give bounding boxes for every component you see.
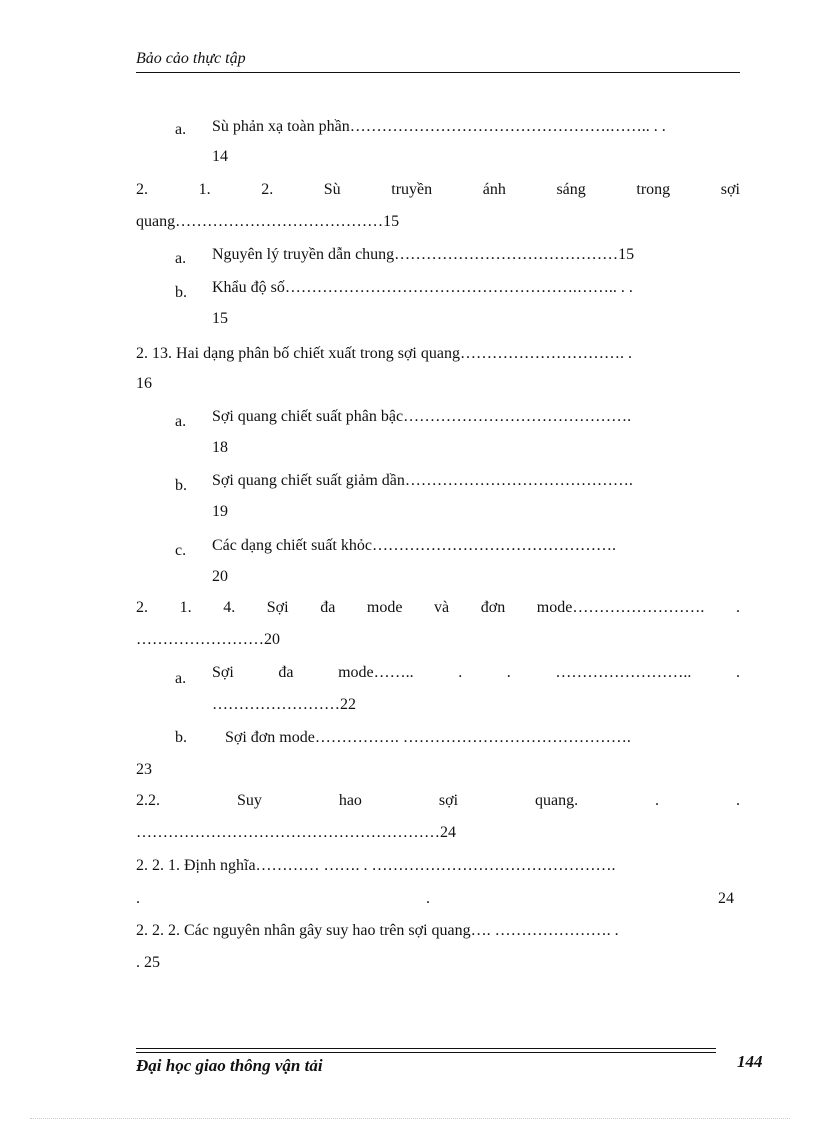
toc-entry-continuation: . — [136, 890, 140, 907]
toc-marker: a. — [175, 250, 187, 267]
toc-marker: a. — [175, 121, 187, 138]
toc-word: …………………….. — [555, 664, 692, 681]
toc-entry-justified — [136, 598, 740, 618]
toc-marker: b. — [175, 477, 187, 494]
toc-entry-continuation: . — [426, 890, 430, 907]
toc-word: Suy — [236, 792, 262, 809]
page-number: 144 — [737, 1052, 763, 1071]
toc-entry-justified — [136, 791, 740, 811]
toc-word: mode……………………. — [536, 599, 705, 616]
toc-entry-page: 20 — [212, 568, 228, 585]
footer-rule — [136, 1052, 716, 1053]
toc-word: đa — [278, 664, 294, 681]
toc-marker: b. — [175, 729, 187, 746]
header-title: Bảo cảo thực tập — [136, 50, 246, 67]
toc-word: 1. — [179, 599, 192, 616]
footer-rule — [136, 1048, 716, 1049]
toc-entry-text: Các dạng chiết suất khỏc………………………………………. — [212, 537, 616, 554]
toc-word: 2. — [136, 599, 148, 616]
toc-word: Sù — [323, 181, 341, 198]
toc-word: đơn — [480, 599, 506, 616]
toc-word: 2. — [136, 181, 148, 198]
toc-entry-text: Sù phản xạ toàn phần………………………………………….…….. . . — [212, 118, 666, 135]
toc-word: mode…….. — [338, 664, 414, 681]
toc-entry-text: Nguyên lý truyền dẫn chung……………………………………15 — [212, 246, 635, 263]
toc-entry-page: 19 — [212, 503, 228, 520]
toc-entry-text: 2. 13. Hai dạng phân bố chiết xuất trong sợi quang…………………………. . — [136, 345, 632, 362]
toc-entry-text: Sợi quang chiết suất phân bậc……………………………………. — [212, 408, 632, 425]
toc-entry-page: 23 — [136, 761, 152, 778]
toc-word: sáng — [556, 181, 586, 198]
toc-word: đa — [320, 599, 336, 616]
toc-entry-continuation: ……………………20 — [136, 631, 280, 648]
toc-word: ánh — [482, 181, 506, 198]
toc-marker: c. — [175, 542, 187, 559]
toc-word: 1. — [198, 181, 211, 198]
toc-word: . — [655, 792, 660, 809]
toc-entry-text: Khẩu độ số……………………………………………….…….. . . — [212, 279, 633, 296]
toc-word: sợi — [438, 792, 459, 809]
toc-entry-continuation: ……………………22 — [212, 696, 356, 713]
toc-word: sợi — [720, 181, 740, 198]
toc-entry-justified — [136, 180, 740, 200]
toc-word: . — [735, 792, 740, 809]
toc-entry-continuation: quang…………………………………15 — [136, 213, 400, 230]
toc-entry-text: Sợi đơn mode……………. ……………………………………. — [225, 729, 631, 746]
toc-entry-page: 15 — [212, 310, 228, 327]
toc-word: Sợi — [212, 664, 234, 681]
toc-word: . — [735, 599, 740, 616]
footer-university: Đại học giao thông vận tải — [136, 1056, 323, 1075]
toc-entry-text: Sợi quang chiết suất giảm dần……………………………………. — [212, 472, 633, 489]
toc-entry-page: 24 — [718, 890, 734, 907]
toc-marker: a. — [175, 670, 187, 687]
toc-word: . — [506, 664, 511, 681]
toc-word: quang. — [534, 792, 579, 809]
toc-word: . — [735, 664, 740, 681]
toc-marker: b. — [175, 284, 187, 301]
toc-entry-page: 18 — [212, 439, 228, 456]
toc-entry-text: 2. 2. 1. Định nghĩa………… ……. . ………………………………………. — [136, 857, 616, 874]
toc-entry-text: 2. 2. 2. Các nguyên nhân gây suy hao trên sợi quang…. …………………. . — [136, 922, 619, 939]
toc-entry-page: 16 — [136, 375, 152, 392]
toc-word: 2. — [261, 181, 274, 198]
toc-word: hao — [338, 792, 362, 809]
toc-marker: a. — [175, 413, 187, 430]
toc-entry-page: . 25 — [136, 954, 160, 971]
toc-word: trong — [636, 181, 671, 198]
toc-entry-justified — [212, 663, 740, 683]
toc-word: và — [434, 599, 450, 616]
toc-word: truyền — [391, 181, 433, 198]
toc-word: 4. — [223, 599, 236, 616]
toc-word: Sợi — [266, 599, 289, 616]
toc-entry-page: 14 — [212, 148, 228, 165]
toc-word: mode — [366, 599, 403, 616]
toc-entry-continuation: …………………………………………………24 — [136, 824, 456, 841]
toc-word: . — [458, 664, 463, 681]
page-edge-dots — [30, 1118, 790, 1120]
toc-word: 2.2. — [136, 792, 160, 809]
